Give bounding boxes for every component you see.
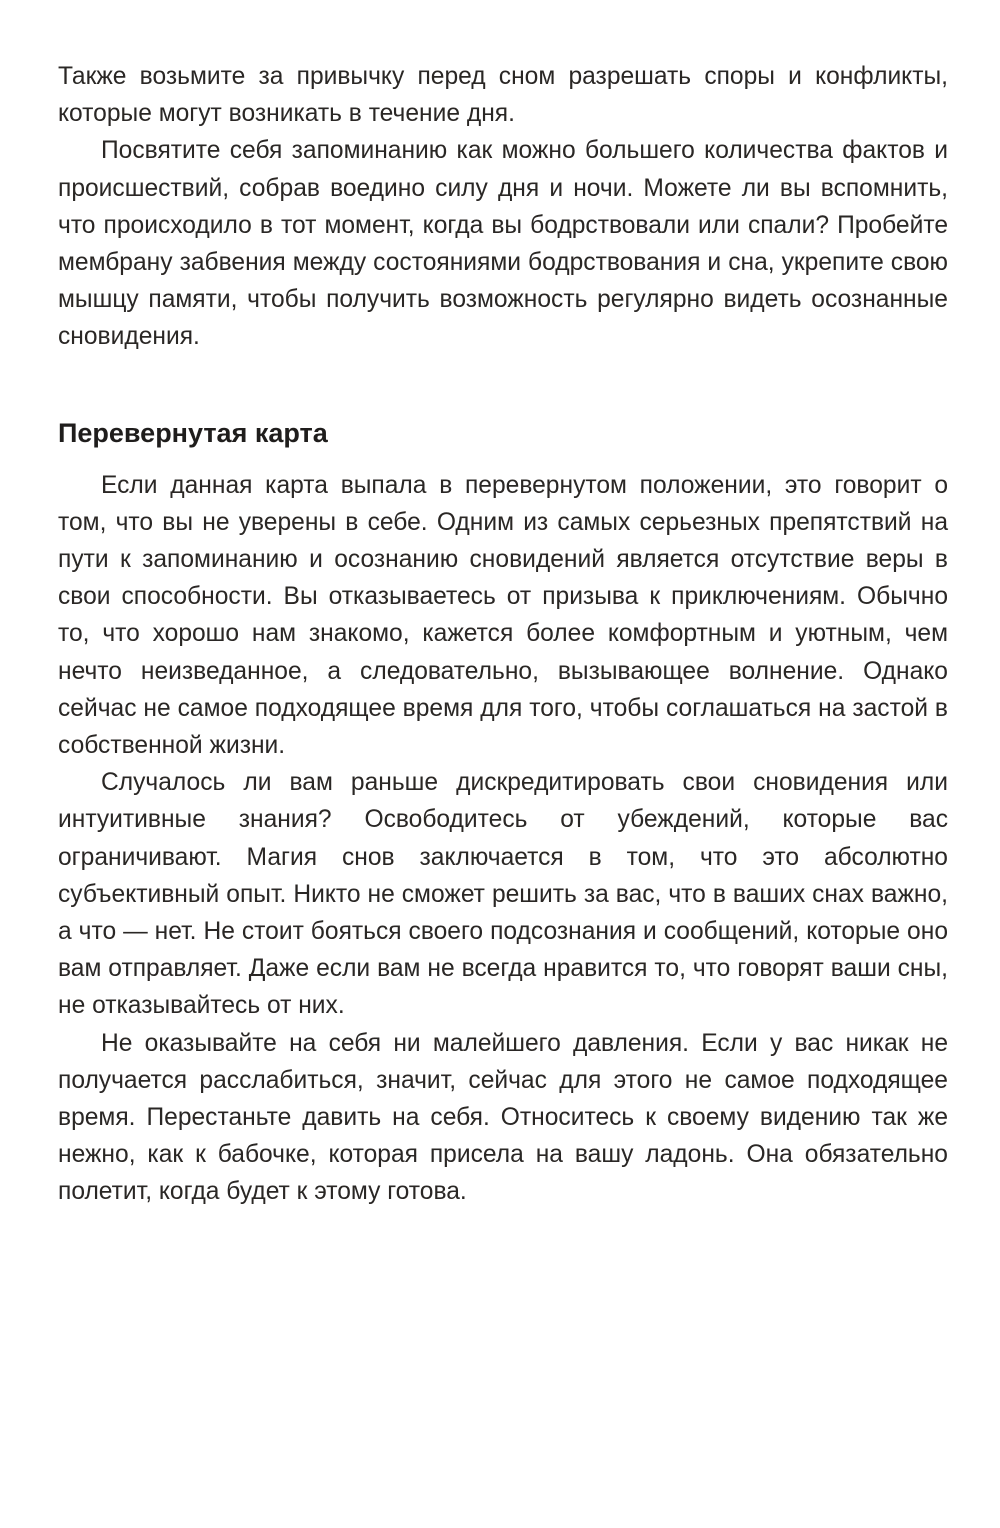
paragraph-memory: Посвятите себя запоминанию как можно большего количества фактов и происшествий, собрав воедино силу дня и ночи. Можете ли вы вспомнить, что происходило в тот момент, когда вы бодрствовали или спали? Пробейте мембрану забвения между состояниями бодрствования и сна, укрепите свою мышцу памяти, чтобы получить возможность регулярно видеть осознанные сновидения. — [58, 137, 948, 351]
paragraph-no-pressure: Не оказывайте на себя ни малейшего давления. Если у вас никак не получается расслабиться, значит, сейчас для этого не самое подходящее время. Перестаньте давить на себя. Относитесь к своему видению так же нежно, как к бабочке, которая присела на вашу ладонь. Она обязательно полетит, когда будет к этому готова. — [58, 1029, 948, 1206]
section-heading: Перевернутая карта — [58, 417, 328, 448]
book-page — [58, 58, 948, 1211]
paragraph-reversed-card: Если данная карта выпала в перевернутом положении, это говорит о том, что вы не уверены в себе. Одним из самых серьезных препятствий на пути к запоминанию и осознанию сновидений является отсутствие веры в свои способности. Вы отказываетесь от призыва к приключениям. Обычно то, что хорошо нам знакомо, кажется более комфортным и уютным, чем нечто неизведанное, а следовательно, вызывающее волнение. Однако сейчас не самое подходящее время для того, чтобы соглашаться на застой в собственной жизни. — [58, 471, 948, 760]
paragraph-continuation: Также возьмите за привычку перед сном разрешать споры и конфликты, которые могут возникать в течение дня. — [58, 63, 948, 128]
paragraph-intuition: Случалось ли вам раньше дискредитировать свои сновидения или интуитивные знания? Освободитесь от убеждений, которые вас ограничивают. Магия снов заключается в том, что это абсолютно субъективный опыт. Никто не сможет решить за вас, что в ваших снах важно, а что — нет. Не стоит бояться своего подсознания и сообщений, которые оно вам отправляет. Даже если вам не всегда нравится то, что говорят ваши сны, не отказывайтесь от них. — [58, 769, 948, 1020]
